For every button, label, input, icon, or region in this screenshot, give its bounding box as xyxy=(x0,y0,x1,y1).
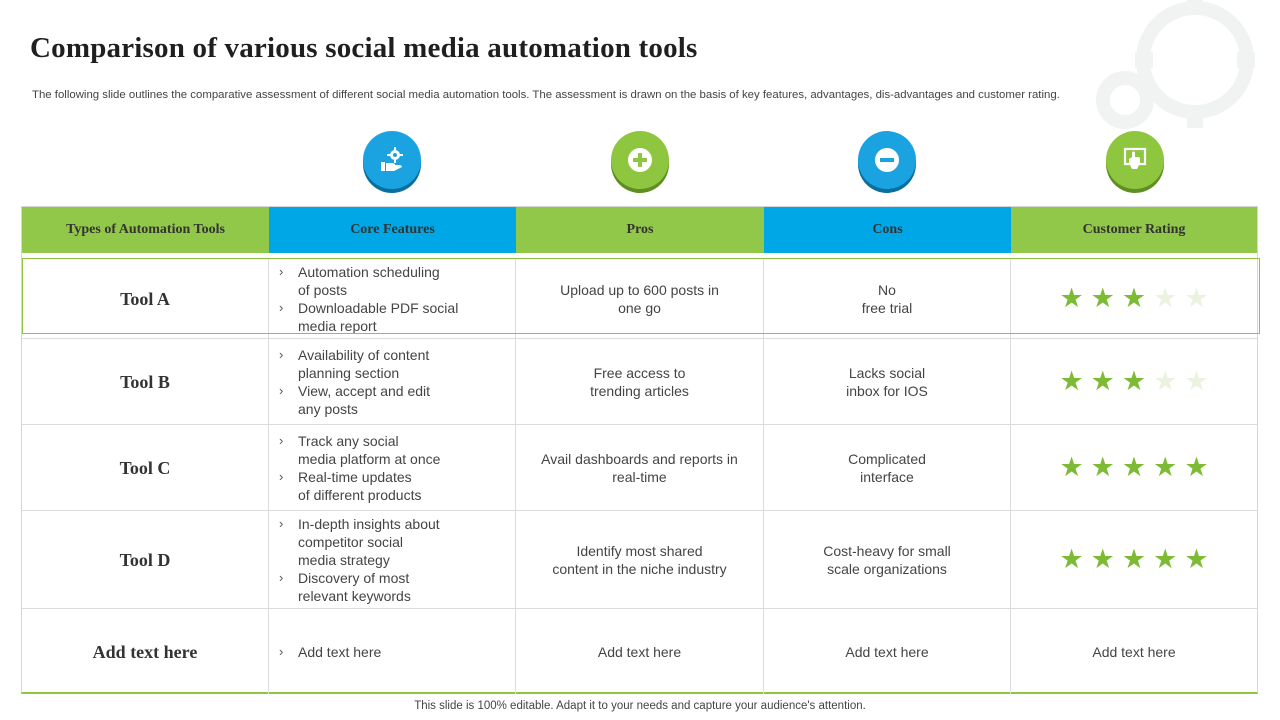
plus-circle-icon xyxy=(625,145,655,175)
star-icon: ★ xyxy=(1090,283,1115,313)
tool-name-cell xyxy=(22,511,269,608)
cons-text: inbox for IOS xyxy=(846,382,928,399)
cons-icon-badge xyxy=(858,131,918,195)
chevron-right-icon: › xyxy=(279,468,284,484)
pros-text: Free access to xyxy=(593,364,686,381)
star-icon: ★ xyxy=(1121,452,1147,482)
star-icon: ★ xyxy=(1184,283,1209,313)
feature-text: competitor social xyxy=(298,533,404,550)
chevron-right-icon: › xyxy=(279,432,284,448)
comparison-table xyxy=(21,206,1258,694)
pros-cell xyxy=(516,609,764,694)
feature-item xyxy=(279,468,440,504)
table-row xyxy=(22,259,1257,339)
feature-item xyxy=(279,263,458,299)
feature-text: relevant keywords xyxy=(298,587,411,604)
cons-text: Cost-heavy for small xyxy=(823,542,951,559)
pros-cell xyxy=(516,259,764,338)
star-rating xyxy=(1059,368,1208,395)
slide-title: Comparison of various social media automation tools xyxy=(30,32,698,64)
feature-item xyxy=(279,515,440,569)
feature-text: Availability of content xyxy=(298,346,430,363)
pros-text: Identify most shared xyxy=(576,542,703,559)
star-icon: ★ xyxy=(1059,452,1084,482)
star-icon: ★ xyxy=(1059,544,1084,574)
cons-cell xyxy=(764,425,1011,510)
core-features-cell xyxy=(269,609,516,694)
customer-rating-cell xyxy=(1011,609,1257,694)
cons-cell xyxy=(764,339,1011,424)
rating-text: Add text here xyxy=(1092,643,1176,660)
feature-text: planning section xyxy=(298,364,400,381)
pros-text: one go xyxy=(618,299,661,316)
chevron-right-icon: › xyxy=(279,569,284,585)
header-cons: Cons xyxy=(764,207,1011,253)
feature-text: Discovery of most xyxy=(298,569,410,586)
feature-text: Downloadable PDF social xyxy=(298,299,459,316)
table-row xyxy=(22,609,1257,694)
tool-name-cell xyxy=(22,609,269,694)
customer-rating-cell xyxy=(1011,511,1257,608)
pros-text: trending articles xyxy=(590,382,689,399)
rating-icon-badge xyxy=(1106,131,1166,195)
feature-text: Real-time updates xyxy=(298,468,412,485)
chevron-right-icon: › xyxy=(279,643,284,659)
pros-text: real-time xyxy=(612,468,667,485)
chevron-right-icon: › xyxy=(279,515,284,531)
core-features-cell xyxy=(269,259,516,338)
customer-rating-cell xyxy=(1011,425,1257,510)
star-rating xyxy=(1059,454,1208,481)
star-icon: ★ xyxy=(1090,452,1115,482)
star-icon: ★ xyxy=(1184,452,1209,482)
star-rating xyxy=(1059,285,1208,312)
tool-name-cell xyxy=(22,425,269,510)
core-features-icon-badge xyxy=(363,131,423,195)
tool-name: Add text here xyxy=(92,641,198,662)
core-features-cell xyxy=(269,425,516,510)
feature-text: any posts xyxy=(298,400,358,417)
touch-screen-icon xyxy=(1120,145,1150,175)
cons-text: No xyxy=(878,281,896,298)
cons-cell xyxy=(764,609,1011,694)
cons-cell xyxy=(764,511,1011,608)
pros-cell xyxy=(516,511,764,608)
cons-text: Add text here xyxy=(845,643,929,660)
star-icon: ★ xyxy=(1121,366,1147,396)
table-row xyxy=(22,339,1257,425)
star-rating xyxy=(1059,546,1208,573)
feature-text: In-depth insights about xyxy=(298,515,440,532)
pros-icon-badge xyxy=(611,131,671,195)
tool-name: Tool C xyxy=(119,457,171,478)
feature-item xyxy=(279,432,440,468)
core-features-cell xyxy=(269,339,516,424)
star-icon: ★ xyxy=(1090,544,1115,574)
feature-item xyxy=(279,569,440,605)
cons-text: free trial xyxy=(861,299,913,316)
hand-gear-icon xyxy=(377,145,407,175)
header-customer-rating: Customer Rating xyxy=(1011,207,1257,253)
chevron-right-icon: › xyxy=(279,299,284,315)
star-icon: ★ xyxy=(1153,366,1178,396)
pros-text: content in the niche industry xyxy=(552,560,727,577)
pros-text: Add text here xyxy=(597,643,682,660)
star-icon: ★ xyxy=(1059,366,1084,396)
table-row xyxy=(22,425,1257,511)
feature-text: media platform at once xyxy=(298,450,441,467)
core-features-cell xyxy=(269,511,516,608)
slide-subtitle: The following slide outlines the comparative assessment of different social media automation tools. The assessment is drawn on the basis of key features, advantages, dis-advantages and customer rating. xyxy=(32,89,1060,101)
feature-item xyxy=(279,643,381,661)
pros-text: Upload up to 600 posts in xyxy=(560,281,719,298)
feature-text: of different products xyxy=(298,486,422,503)
minus-circle-icon xyxy=(872,145,902,175)
feature-text: media report xyxy=(298,317,377,334)
feature-item xyxy=(279,299,458,335)
star-icon: ★ xyxy=(1153,544,1178,574)
star-icon: ★ xyxy=(1153,283,1178,313)
header-tool-types: Types of Automation Tools xyxy=(22,207,269,253)
tool-name: Tool A xyxy=(120,288,170,309)
cons-cell xyxy=(764,259,1011,338)
feature-text: Track any social xyxy=(298,432,399,449)
chevron-right-icon: › xyxy=(279,263,284,279)
pros-cell xyxy=(516,339,764,424)
star-icon: ★ xyxy=(1121,283,1147,313)
header-pros: Pros xyxy=(516,207,764,253)
tool-name: Tool B xyxy=(120,371,170,392)
gear-decoration-icon xyxy=(1085,0,1280,130)
cons-text: Complicated xyxy=(848,450,926,467)
feature-item xyxy=(279,382,430,418)
tool-name-cell xyxy=(22,259,269,338)
header-core-features: Core Features xyxy=(269,207,516,253)
chevron-right-icon: › xyxy=(279,346,284,362)
feature-text: View, accept and edit xyxy=(298,382,431,399)
cons-text: scale organizations xyxy=(827,560,947,577)
star-icon: ★ xyxy=(1153,452,1178,482)
feature-text: media strategy xyxy=(298,551,390,568)
table-row xyxy=(22,511,1257,609)
tool-name: Tool D xyxy=(119,549,171,570)
pros-text: Avail dashboards and reports in xyxy=(541,450,738,467)
slide-footer: This slide is 100% editable. Adapt it to your needs and capture your audience's attention. xyxy=(414,700,866,712)
star-icon: ★ xyxy=(1184,366,1209,396)
star-icon: ★ xyxy=(1121,544,1147,574)
customer-rating-cell xyxy=(1011,259,1257,338)
feature-text: Automation scheduling xyxy=(298,263,440,280)
feature-text: of posts xyxy=(298,281,348,298)
table-header-row xyxy=(22,207,1257,253)
customer-rating-cell xyxy=(1011,339,1257,424)
cons-text: interface xyxy=(860,468,914,485)
feature-item xyxy=(279,346,430,382)
feature-text: Add text here xyxy=(298,643,382,660)
star-icon: ★ xyxy=(1059,283,1084,313)
cons-text: Lacks social xyxy=(848,364,926,381)
pros-cell xyxy=(516,425,764,510)
tool-name-cell xyxy=(22,339,269,424)
star-icon: ★ xyxy=(1184,544,1209,574)
chevron-right-icon: › xyxy=(279,382,284,398)
star-icon: ★ xyxy=(1090,366,1115,396)
